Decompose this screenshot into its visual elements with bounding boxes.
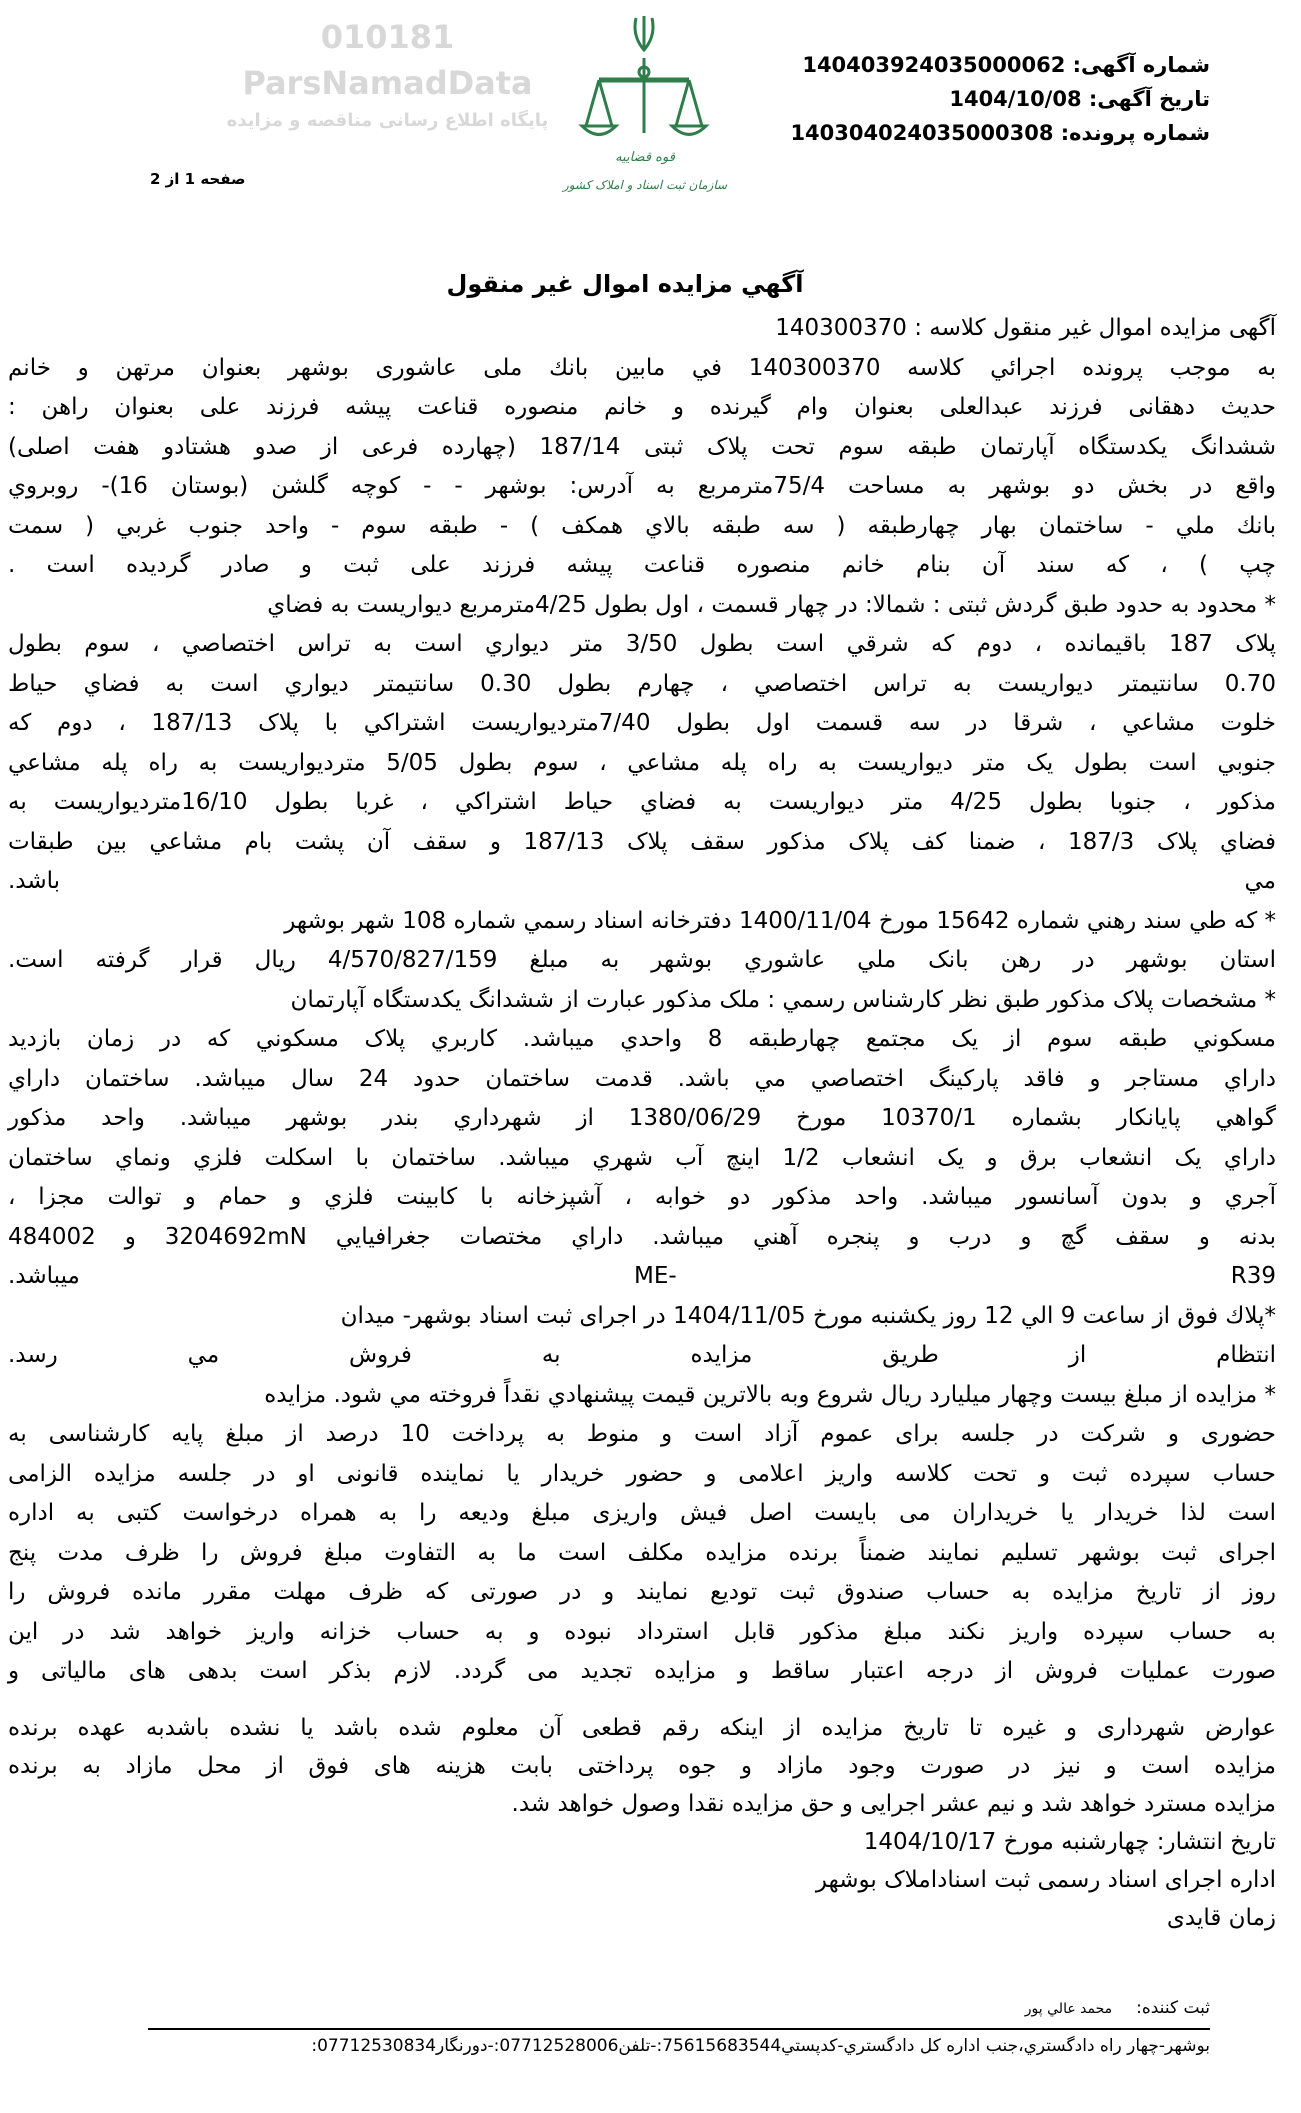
body-line: آگهی مزایده اموال غیر منقول کلاسه : 140300370 [775, 315, 1276, 341]
watermark [215, 14, 560, 136]
body-line: است لذا خریدار یا خریداران می بایست اصل فیش واریزی مبلغ ودیعه را به همراه درخواست کتبی به اداره [8, 1500, 1276, 1526]
body-line: فضاي پلاک 187/3 ، ضمنا کف پلاک مذكور سقف پلاک 187/13 و سقف آن پشت بام مشاعي بين طبقات [8, 828, 1276, 855]
body-line: * محدود به حدود طبق گردش ثبتی : شمالا: در چهار قسمت ، اول بطول 4/25مترمربع ديواريست به فضاي [267, 591, 1276, 618]
body-line: بدنه و سقف گچ و درب و پنجره آهني ميباشد. داراي مختصات جغرافيايي 3204692mN و 484002 [8, 1223, 1276, 1250]
registrar-name: محمد عالي پور [1024, 2001, 1113, 2017]
body-line: ME- R39 ميباشد. [8, 1263, 1276, 1289]
body-line: داراي يک انشعاب برق و يک انشعاب 1/2 اينچ آب شهري ميباشد. ساختمان با اسكلت فلزي ونماي ساختمان [8, 1144, 1276, 1171]
closing-line: مزایده مسترد خواهد شد و نیم عشر اجرایی و حق مزایده نقدا وصول خواهد شد. [511, 1791, 1276, 1817]
ad-number-label: شماره آگهی: [1072, 53, 1210, 77]
body-line: بانك ملي - ساختمان بهار چهارطبقه ( سه طبقه بالاي همكف ) - طبقه سوم - واحد جنوب غربي ( سمت [8, 512, 1276, 539]
ad-number: 14040392403500006​2 [802, 53, 1066, 77]
body-line: صورت عملیات فروش از درجه اعتبار ساقط و مزایده تجدید می گردد. لازم بذکر است بدهی های مالیاتی و [8, 1658, 1276, 1684]
body-line: روز از تاریخ مزایده به حساب صندوق ثبت تودیع نمایند و در صورتی که ظرف مهلت مقرر مانده فروش را [8, 1579, 1276, 1605]
body-line: * مشخصات پلاک مذكور طبق نظر كارشناس رسمي : ملک مذكور عبارت از ششدانگ يكدستگاه آپارتمان [290, 986, 1276, 1013]
page-number: صفحه 1 از 2 [150, 170, 246, 188]
body-line: مذكور ، جنوبا بطول 4/25 متر ديواريست به فضاي حياط اشتراكي ، غربا بطول 16/10متر‌ديواريست به [8, 789, 1277, 815]
document-title: آگهي مزايده اموال غير منقول [446, 270, 804, 298]
ad-info-header [790, 48, 1210, 150]
body-line: گواهي پايانكار بشماره 10370/1 مورخ 1380/06/29 از شهرداري بندر بوشهر ميباشد. واحد مذكور [8, 1105, 1276, 1131]
footer-address: بوشهر-چهار راه دادگستري،جنب اداره كل دادگستري-كدپستي7561568354‌4:-تلفن07712528006:-دورنگار07712530834: [311, 2036, 1210, 2056]
closing-line: زمان قایدی [1166, 1905, 1276, 1931]
body-line: به موجب پرونده اجرائي كلاسه 140300370 في مابين بانك ملی عاشوری بوشهر بعنوان مرتهن و خانم [8, 354, 1276, 381]
body-line: جنوبي است بطول يک متر ديواريست به راه پله مشاعي ، سوم بطول 5/05 متر‌ديواريست به راه پله مشاعي [8, 749, 1276, 776]
ad-number-row [790, 48, 1210, 82]
body-line: اجرای ثبت بوشهر تسلیم نمایند ضمناً برنده مزایده مکلف است ما به التفاوت مبلغ فروش را ظرف مدت پنج [8, 1539, 1276, 1566]
watermark-number: 010181 [320, 18, 455, 56]
body-line: انتظام از طريق مزايده به فروش مي رسد. [8, 1342, 1276, 1368]
logo-text-judiciary: قوه قضاییه [615, 150, 675, 165]
body-line: حضوری و شرکت در جلسه برای عموم آزاد است و منوط به پرداخت 10 درصد از مبلغ پایه کارشناسی به [8, 1421, 1276, 1447]
auction-notice-body [8, 309, 1276, 1692]
body-line: به حساب سپرده واریز نکند مبلغ مذکور قابل استرداد نبوده و به حساب خزانه واریز خواهد شد در این [8, 1618, 1276, 1645]
registrar-label: ثبت کننده: [1136, 1998, 1210, 2018]
closing-line: مزایده است و نیز در صورت وجود مازاد و جوه پرداختی بابت هزینه های فوق از محل مازاد به برنده [8, 1753, 1276, 1779]
body-line: 0.70 سانتيمتر ديواريست به تراس اختصاصي ، چهارم بطول 0.30 سانتيمتر ديواري است به فضاي حياط [8, 670, 1276, 697]
ad-date: 1404/10/08 [949, 87, 1082, 111]
watermark-brand: ParsNamadData [242, 64, 533, 102]
body-line: مسكوني طبقه سوم از يک مجتمع چهارطبقه 8 واحدي ميباشد. كاربري پلاک مسكوني كه در زمان بازديد [8, 1026, 1276, 1052]
closing-line: تاریخ انتشار: چهارشنبه مورخ 1404/10/17 [863, 1829, 1276, 1855]
body-line: * كه طي سند رهني شماره 15642 مورخ 1400/11/04 دفترخانه اسناد رسمي شماره 108 شهر بوشهر [284, 907, 1276, 934]
body-line: خلوت مشاعي ، شرقا در سه قسمت اول بطول 7/40متر‌ديواريست اشتراكي با پلاک 187/13 ، دوم كه [8, 710, 1276, 736]
body-line: آجري و بدون آسانسور ميباشد. واحد مذكور دو خوابه ، آشپزخانه با كابينت فلزي و حمام و توالت مجزا ، [8, 1184, 1276, 1210]
body-line: ششدانگ یکدستگاه آپارتمان طبقه سوم تحت پلاک ثبتی 187/14 (چهارده فرعی از صدو هشتادو هفت اصلی) [8, 433, 1276, 460]
body-line: داراي مستاجر و فاقد پاركينگ اختصاصي مي باشد. قدمت ساختمان حدود 24 سال ميباشد. ساختمان داراي [8, 1065, 1276, 1092]
watermark-caption: پایگاه اطلاع رسانی مناقصه و مزایده [226, 110, 549, 131]
closing-line: اداره اجرای اسناد رسمی ثبت اسناداملاک بوشهر [815, 1867, 1276, 1893]
file-number-label: شماره پرونده: [1060, 121, 1210, 145]
body-line: *پلاك فوق از ساعت 9 الي 12 روز يكشنبه مورخ 1404/11/05 در اجرای ثبت اسناد بوشهر- ميدان [340, 1302, 1276, 1329]
body-line: مي باشد. [8, 868, 1276, 894]
closing-line: عوارض شهرداری و غیره تا تاریخ مزایده از اینکه رقم قطعی آن معلوم شده باشد یا نشده باشدبه عهده برنده [8, 1715, 1276, 1741]
file-number: 140304024035000308 [790, 121, 1054, 145]
ad-date-row [790, 82, 1210, 116]
registrar [1025, 1998, 1210, 2018]
file-number-row [790, 116, 1210, 150]
auction-notice-closing [8, 1709, 1276, 1937]
footer-divider [148, 2028, 1210, 2030]
body-line: حدیث دهقانی فرزند عبدالعلی بعنوان وام گیرنده و خانم منصوره قناعت پیشه فرزند علی بعنوان راهن : [8, 394, 1276, 420]
body-line: حساب سپرده ثبت و تحت کلاسه واریز اعلامی و حضور خریدار یا نماینده قانونی او در جلسه مزایده الزامی [8, 1460, 1276, 1487]
ad-date-label: تاریخ آگهی: [1088, 87, 1210, 111]
body-line: * مزايده از مبلغ بيست وچهار ميليارد ريال شروع وبه بالاترين قيمت پيشنهادي نقداً فروخته مي شود. مزايده [264, 1381, 1276, 1408]
body-line: چپ ) ، که سند آن بنام خانم منصوره قناعت پیشه فرزند علی ثبت و صادر گردیده است . [8, 552, 1276, 578]
logo-text-registry-org: سازمان ثبت اسناد و املاک کشور [562, 178, 728, 192]
body-line: واقع در بخش دو بوشهر به مساحت 75/4مترمربع به آدرس: بوشهر - - کوچه گلشن (بوستان 16)- روبروي [8, 473, 1277, 499]
body-line: استان بوشهر در رهن بانک ملي عاشوري بوشهر به مبلغ 4/570/827/159 ريال قرار گرفته است. [8, 947, 1276, 973]
body-line: پلاک 187 باقیمانده ، دوم که شرقي است بطول 3/50 متر ديواري است به تراس اختصاصي ، سوم بطول [8, 631, 1276, 657]
